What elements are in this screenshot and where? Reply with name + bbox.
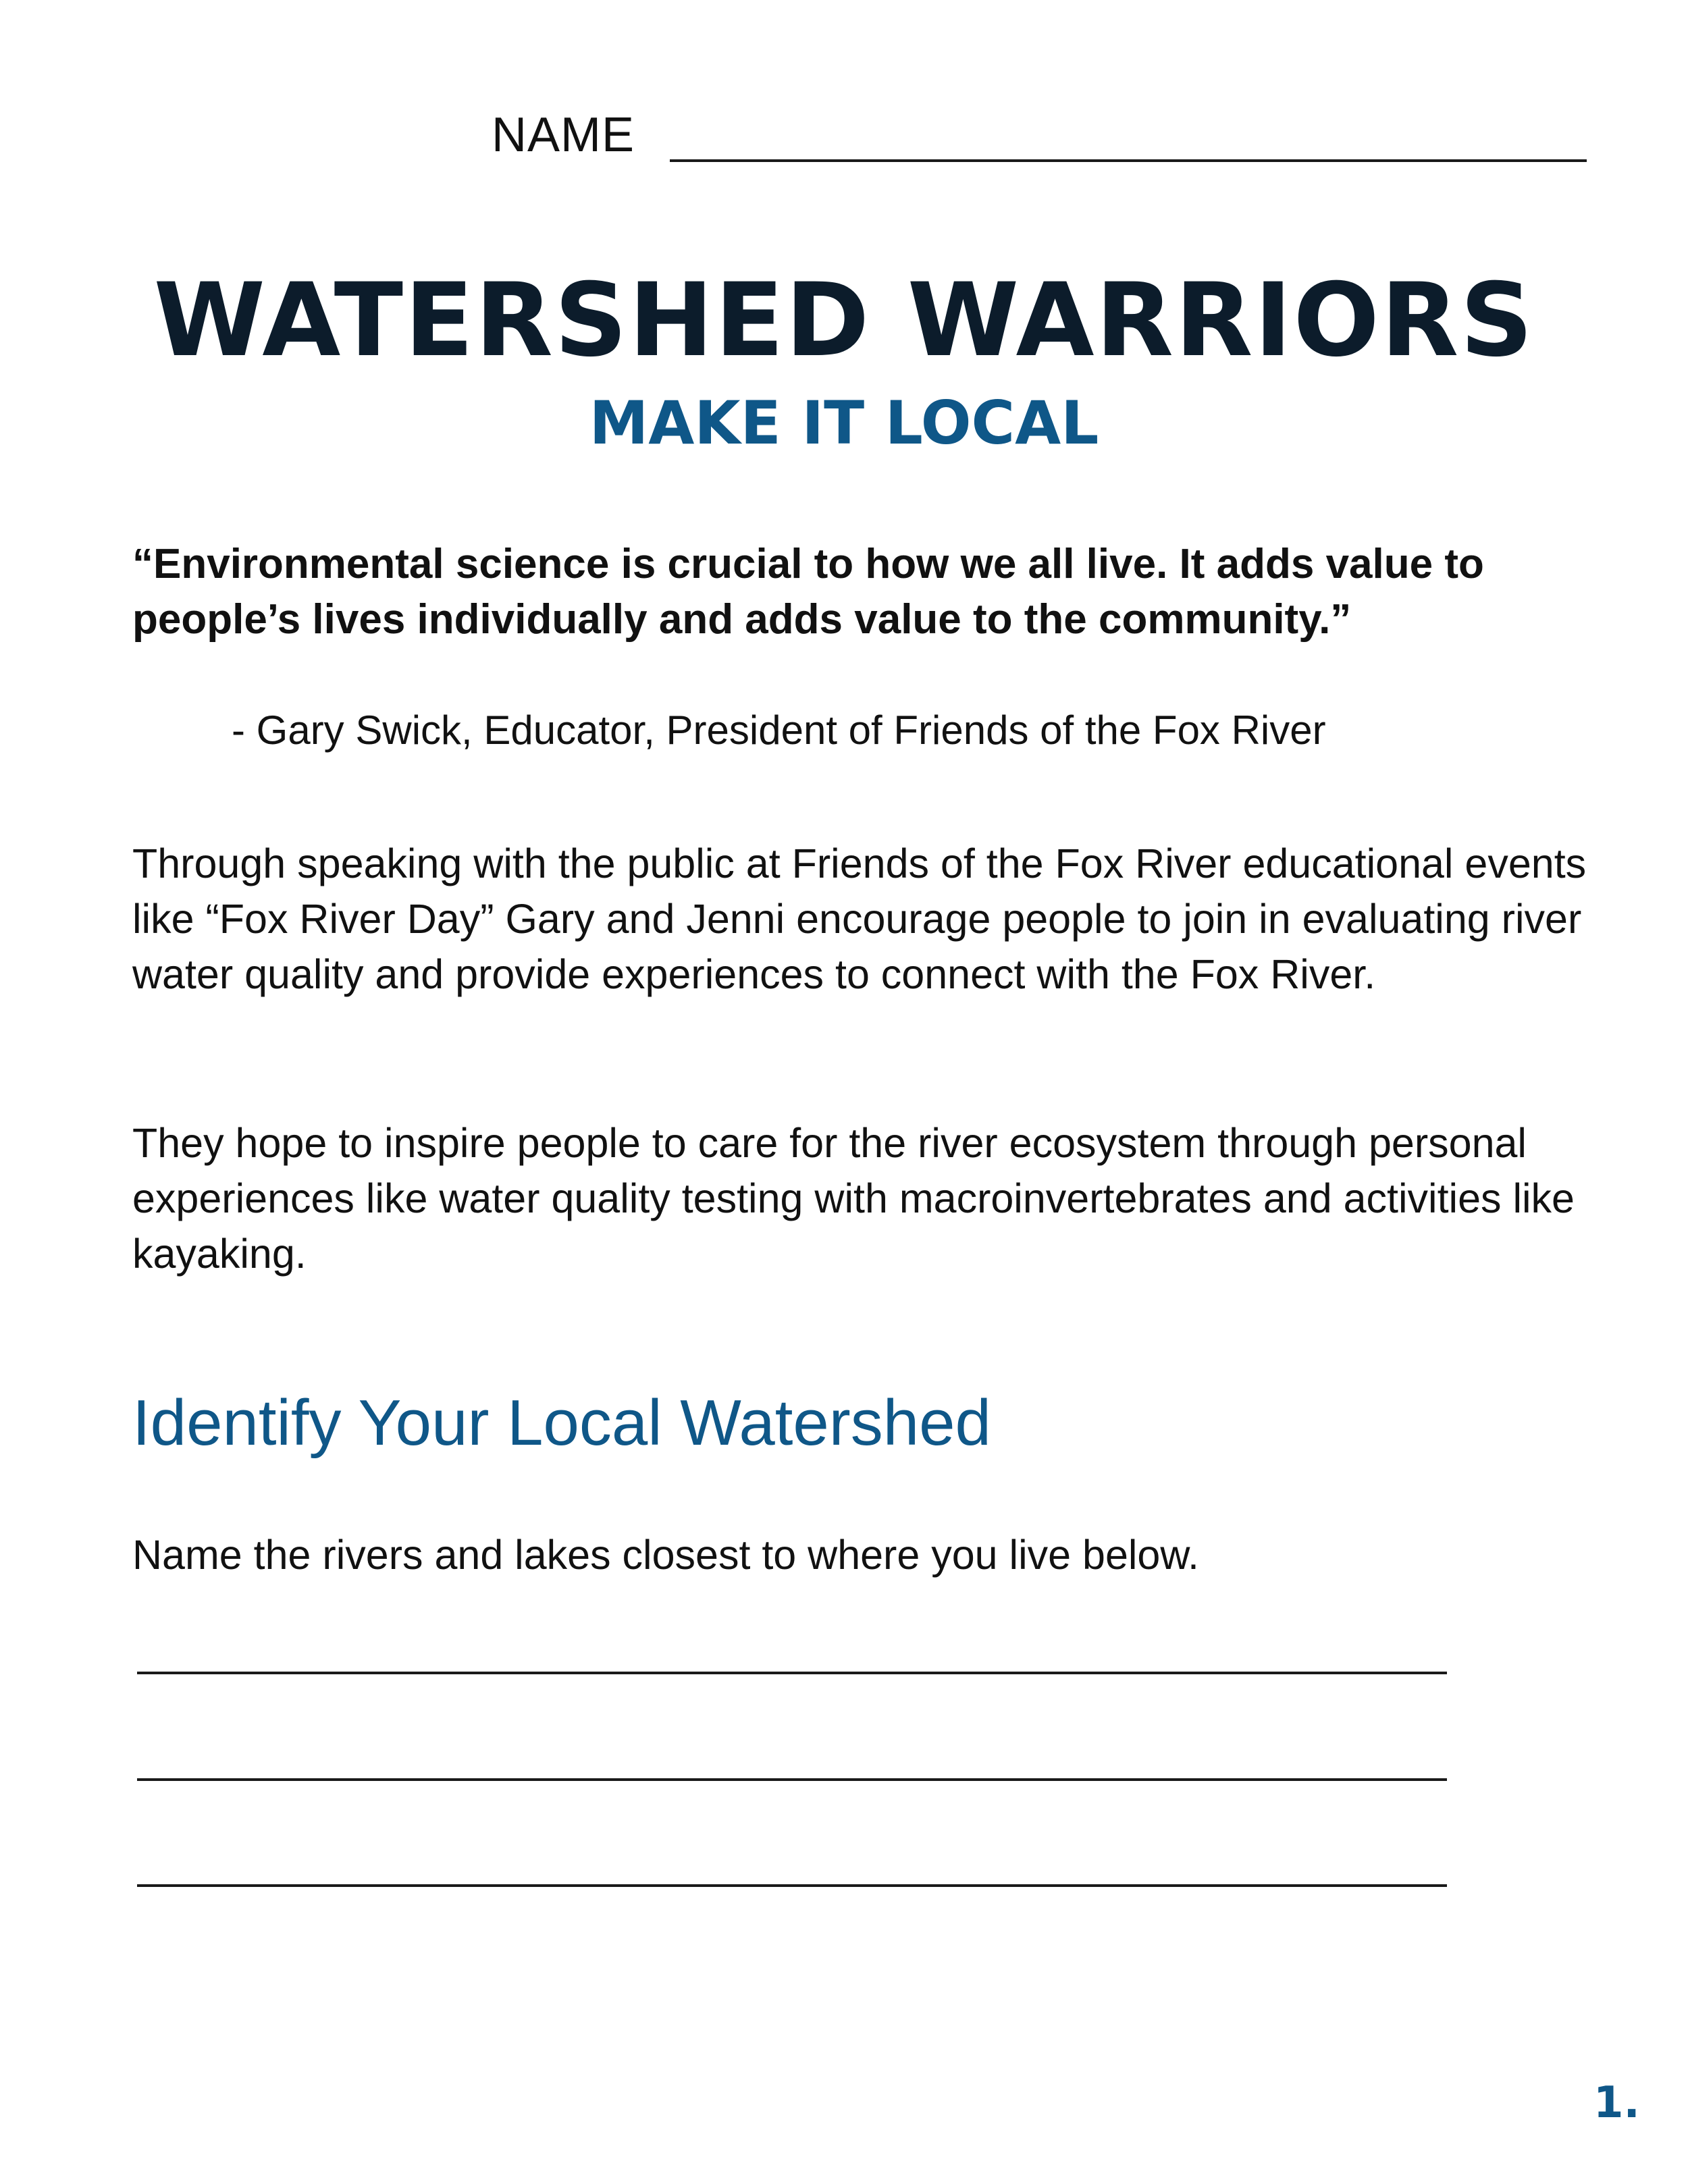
section-heading: Identify Your Local Watershed [132, 1387, 991, 1459]
name-write-line[interactable] [670, 159, 1587, 162]
body-paragraph-1: Through speaking with the public at Friends of the Fox River educational events like “Fox River Day” Gary and Jenni encourage people to join in evaluating river water quality and provide experiences to connect with the Fox River. [132, 841, 1587, 997]
quote-text: “Environmental science is crucial to how we all live. It adds value to people’s lives individually and adds value to the community.” [132, 541, 1484, 643]
section-instruction: Name the rivers and lakes closest to where you live below. [132, 1532, 1199, 1578]
page-subtitle: MAKE IT LOCAL [589, 388, 1099, 458]
page-title: WATERSHED WARRIORS [153, 262, 1535, 379]
answer-write-line-3[interactable] [137, 1884, 1447, 1887]
page-number: 1. [1593, 2078, 1640, 2128]
quote-attribution: - Gary Swick, Educator, President of Friends of the Fox River [232, 708, 1326, 753]
name-label: NAME [492, 108, 635, 162]
answer-write-line-1[interactable] [137, 1672, 1447, 1674]
answer-write-line-2[interactable] [137, 1778, 1447, 1781]
body-paragraph-2: They hope to inspire people to care for the river ecosystem through personal experiences like water quality testing with macroinvertebrates and activities like kayaking. [132, 1120, 1575, 1277]
